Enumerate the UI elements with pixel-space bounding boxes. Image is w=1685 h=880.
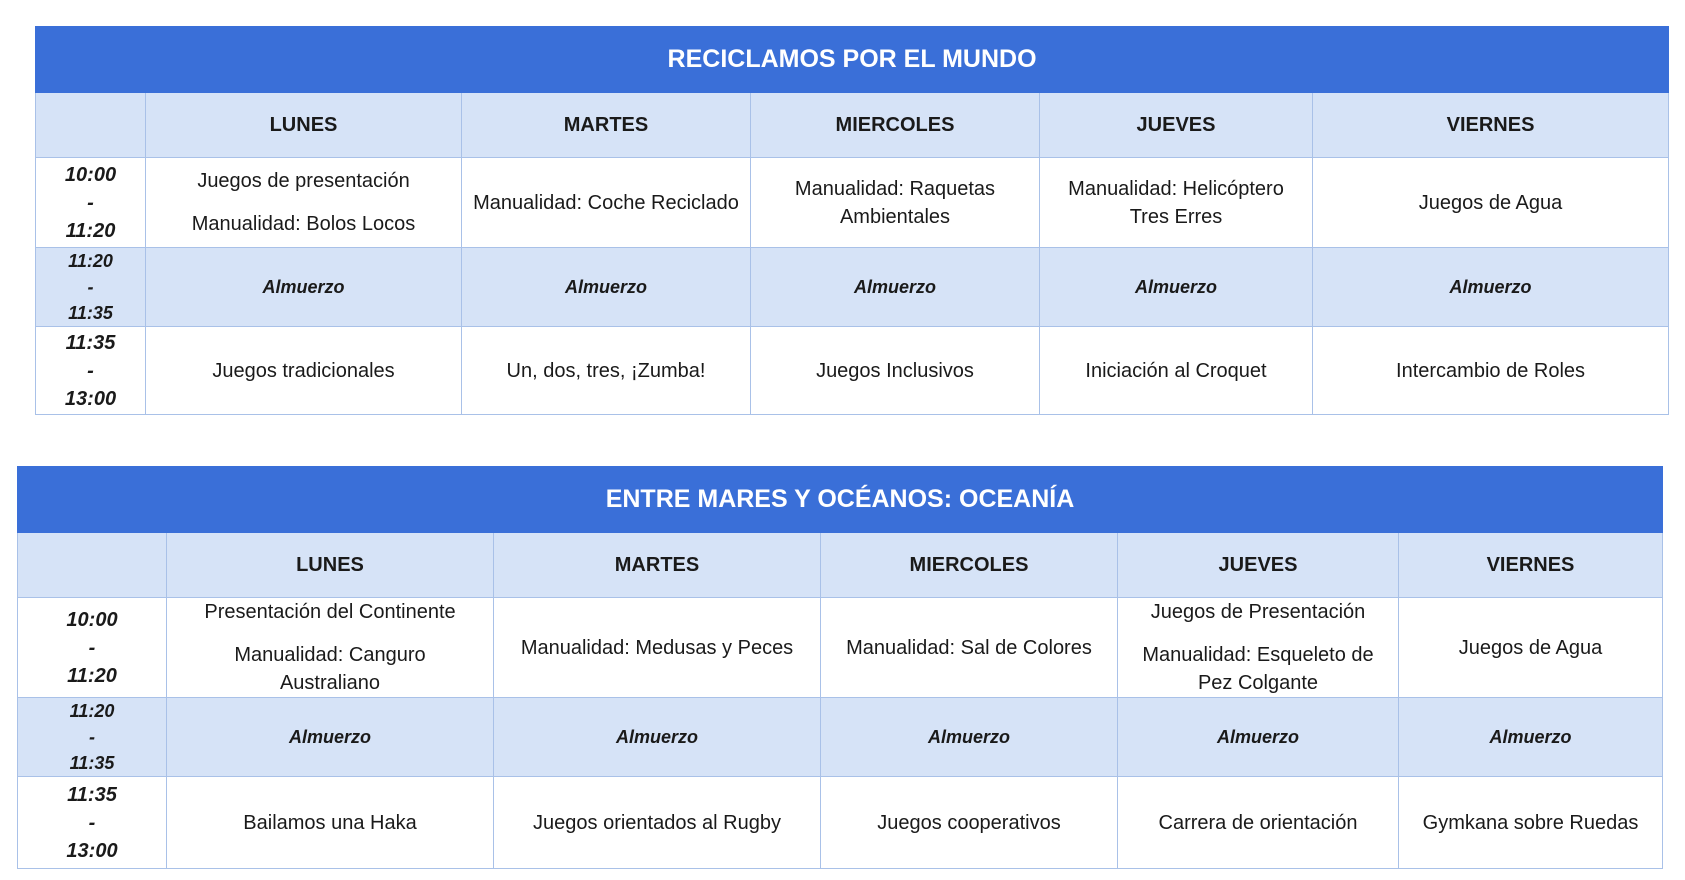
day-header-miercoles: MIERCOLES	[821, 533, 1118, 598]
schedule-row	[18, 598, 1663, 698]
day-header-viernes: VIERNES	[1399, 533, 1663, 598]
activity-text: Juegos de presentación	[197, 170, 410, 192]
schedule-title: RECICLAMOS POR EL MUNDO	[36, 27, 1669, 93]
time-separator: -	[87, 191, 94, 214]
activity-text: Manualidad: Sal de Colores	[846, 636, 1092, 659]
activity-text: Manualidad: Esqueleto de Pez Colgante	[1142, 644, 1374, 694]
time-separator: -	[88, 811, 96, 834]
corner-cell	[36, 93, 146, 158]
activity-cell	[751, 158, 1040, 248]
activity-cell	[494, 598, 821, 698]
activity-cell	[1399, 598, 1663, 698]
activity-cell: Juegos tradicionales	[146, 327, 462, 415]
activity-text: Manualidad: Canguro Australiano	[234, 644, 426, 694]
day-header-lunes: LUNES	[146, 93, 462, 158]
activity-text: Manualidad: Bolos Locos	[191, 213, 416, 235]
activity-cell: Juegos Inclusivos	[751, 327, 1040, 415]
activity-cell	[1040, 158, 1313, 248]
day-header-jueves: JUEVES	[1040, 93, 1313, 158]
schedule-row	[36, 158, 1669, 248]
activity-cell: Juegos orientados al Rugby	[494, 777, 821, 869]
time-slot	[18, 777, 167, 869]
activity-cell	[462, 158, 751, 248]
time-end: 11:35	[68, 303, 113, 323]
break-cell: Almuerzo	[751, 248, 1040, 327]
break-cell: Almuerzo	[494, 698, 821, 777]
activity-text: Juegos de Agua	[1458, 636, 1603, 659]
break-cell: Almuerzo	[1118, 698, 1399, 777]
break-cell: Almuerzo	[1399, 698, 1663, 777]
time-slot	[18, 698, 167, 777]
time-slot	[36, 327, 146, 415]
activity-cell: Gymkana sobre Ruedas	[1399, 777, 1663, 869]
time-start: 11:35	[65, 331, 116, 354]
time-end: 13:00	[66, 839, 118, 862]
activity-text: Manualidad: Medusas y Peces	[520, 636, 794, 659]
time-end: 11:20	[67, 664, 117, 687]
activity-text: Manualidad: Helicóptero Tres Erres	[1068, 177, 1284, 228]
time-start: 11:35	[67, 783, 117, 806]
time-separator: -	[87, 359, 94, 382]
activity-cell: Carrera de orientación	[1118, 777, 1399, 869]
break-cell: Almuerzo	[146, 248, 462, 327]
activity-cell: Un, dos, tres, ¡Zumba!	[462, 327, 751, 415]
time-slot	[36, 158, 146, 248]
day-header-martes: MARTES	[494, 533, 821, 598]
time-separator: -	[87, 277, 94, 297]
day-header-lunes: LUNES	[167, 533, 494, 598]
activity-cell: Bailamos una Haka	[167, 777, 494, 869]
day-header-martes: MARTES	[462, 93, 751, 158]
day-header-miercoles: MIERCOLES	[751, 93, 1040, 158]
activity-cell: Iniciación al Croquet	[1040, 327, 1313, 415]
time-end: 13:00	[64, 387, 117, 410]
activity-cell	[821, 598, 1118, 698]
corner-cell	[18, 533, 167, 598]
time-slot	[18, 598, 167, 698]
activity-text: Manualidad: Coche Reciclado	[473, 191, 739, 214]
activity-cell	[167, 598, 494, 698]
time-end: 11:20	[65, 219, 116, 242]
time-start: 11:20	[69, 701, 115, 721]
schedule-title: ENTRE MARES Y OCÉANOS: OCEANÍA	[18, 467, 1663, 533]
time-slot	[36, 248, 146, 327]
time-separator: -	[88, 636, 96, 659]
activity-cell: Juegos cooperativos	[821, 777, 1118, 869]
break-cell: Almuerzo	[1313, 248, 1669, 327]
activity-cell	[1313, 158, 1669, 248]
activity-cell	[146, 158, 462, 248]
break-cell: Almuerzo	[1040, 248, 1313, 327]
time-separator: -	[89, 727, 95, 747]
schedule-table-oceania	[17, 466, 1663, 869]
schedule-row	[36, 248, 1669, 327]
activity-text: Juegos de Agua	[1418, 191, 1563, 214]
time-start: 11:20	[68, 251, 113, 271]
schedule-row	[18, 698, 1663, 777]
break-cell: Almuerzo	[167, 698, 494, 777]
schedule-table-reciclamos	[35, 26, 1669, 415]
time-start: 10:00	[64, 163, 117, 186]
time-start: 10:00	[66, 608, 118, 631]
schedule-row	[18, 777, 1663, 869]
day-header-viernes: VIERNES	[1313, 93, 1669, 158]
schedule-row	[36, 327, 1669, 415]
break-cell: Almuerzo	[462, 248, 751, 327]
activity-text: Presentación del Continente	[204, 601, 456, 623]
activity-text: Manualidad: Raquetas Ambientales	[794, 177, 996, 228]
activity-text: Juegos de Presentación	[1150, 601, 1366, 623]
activity-cell	[1118, 598, 1399, 698]
day-header-jueves: JUEVES	[1118, 533, 1399, 598]
activity-cell: Intercambio de Roles	[1313, 327, 1669, 415]
break-cell: Almuerzo	[821, 698, 1118, 777]
time-end: 11:35	[69, 753, 115, 773]
